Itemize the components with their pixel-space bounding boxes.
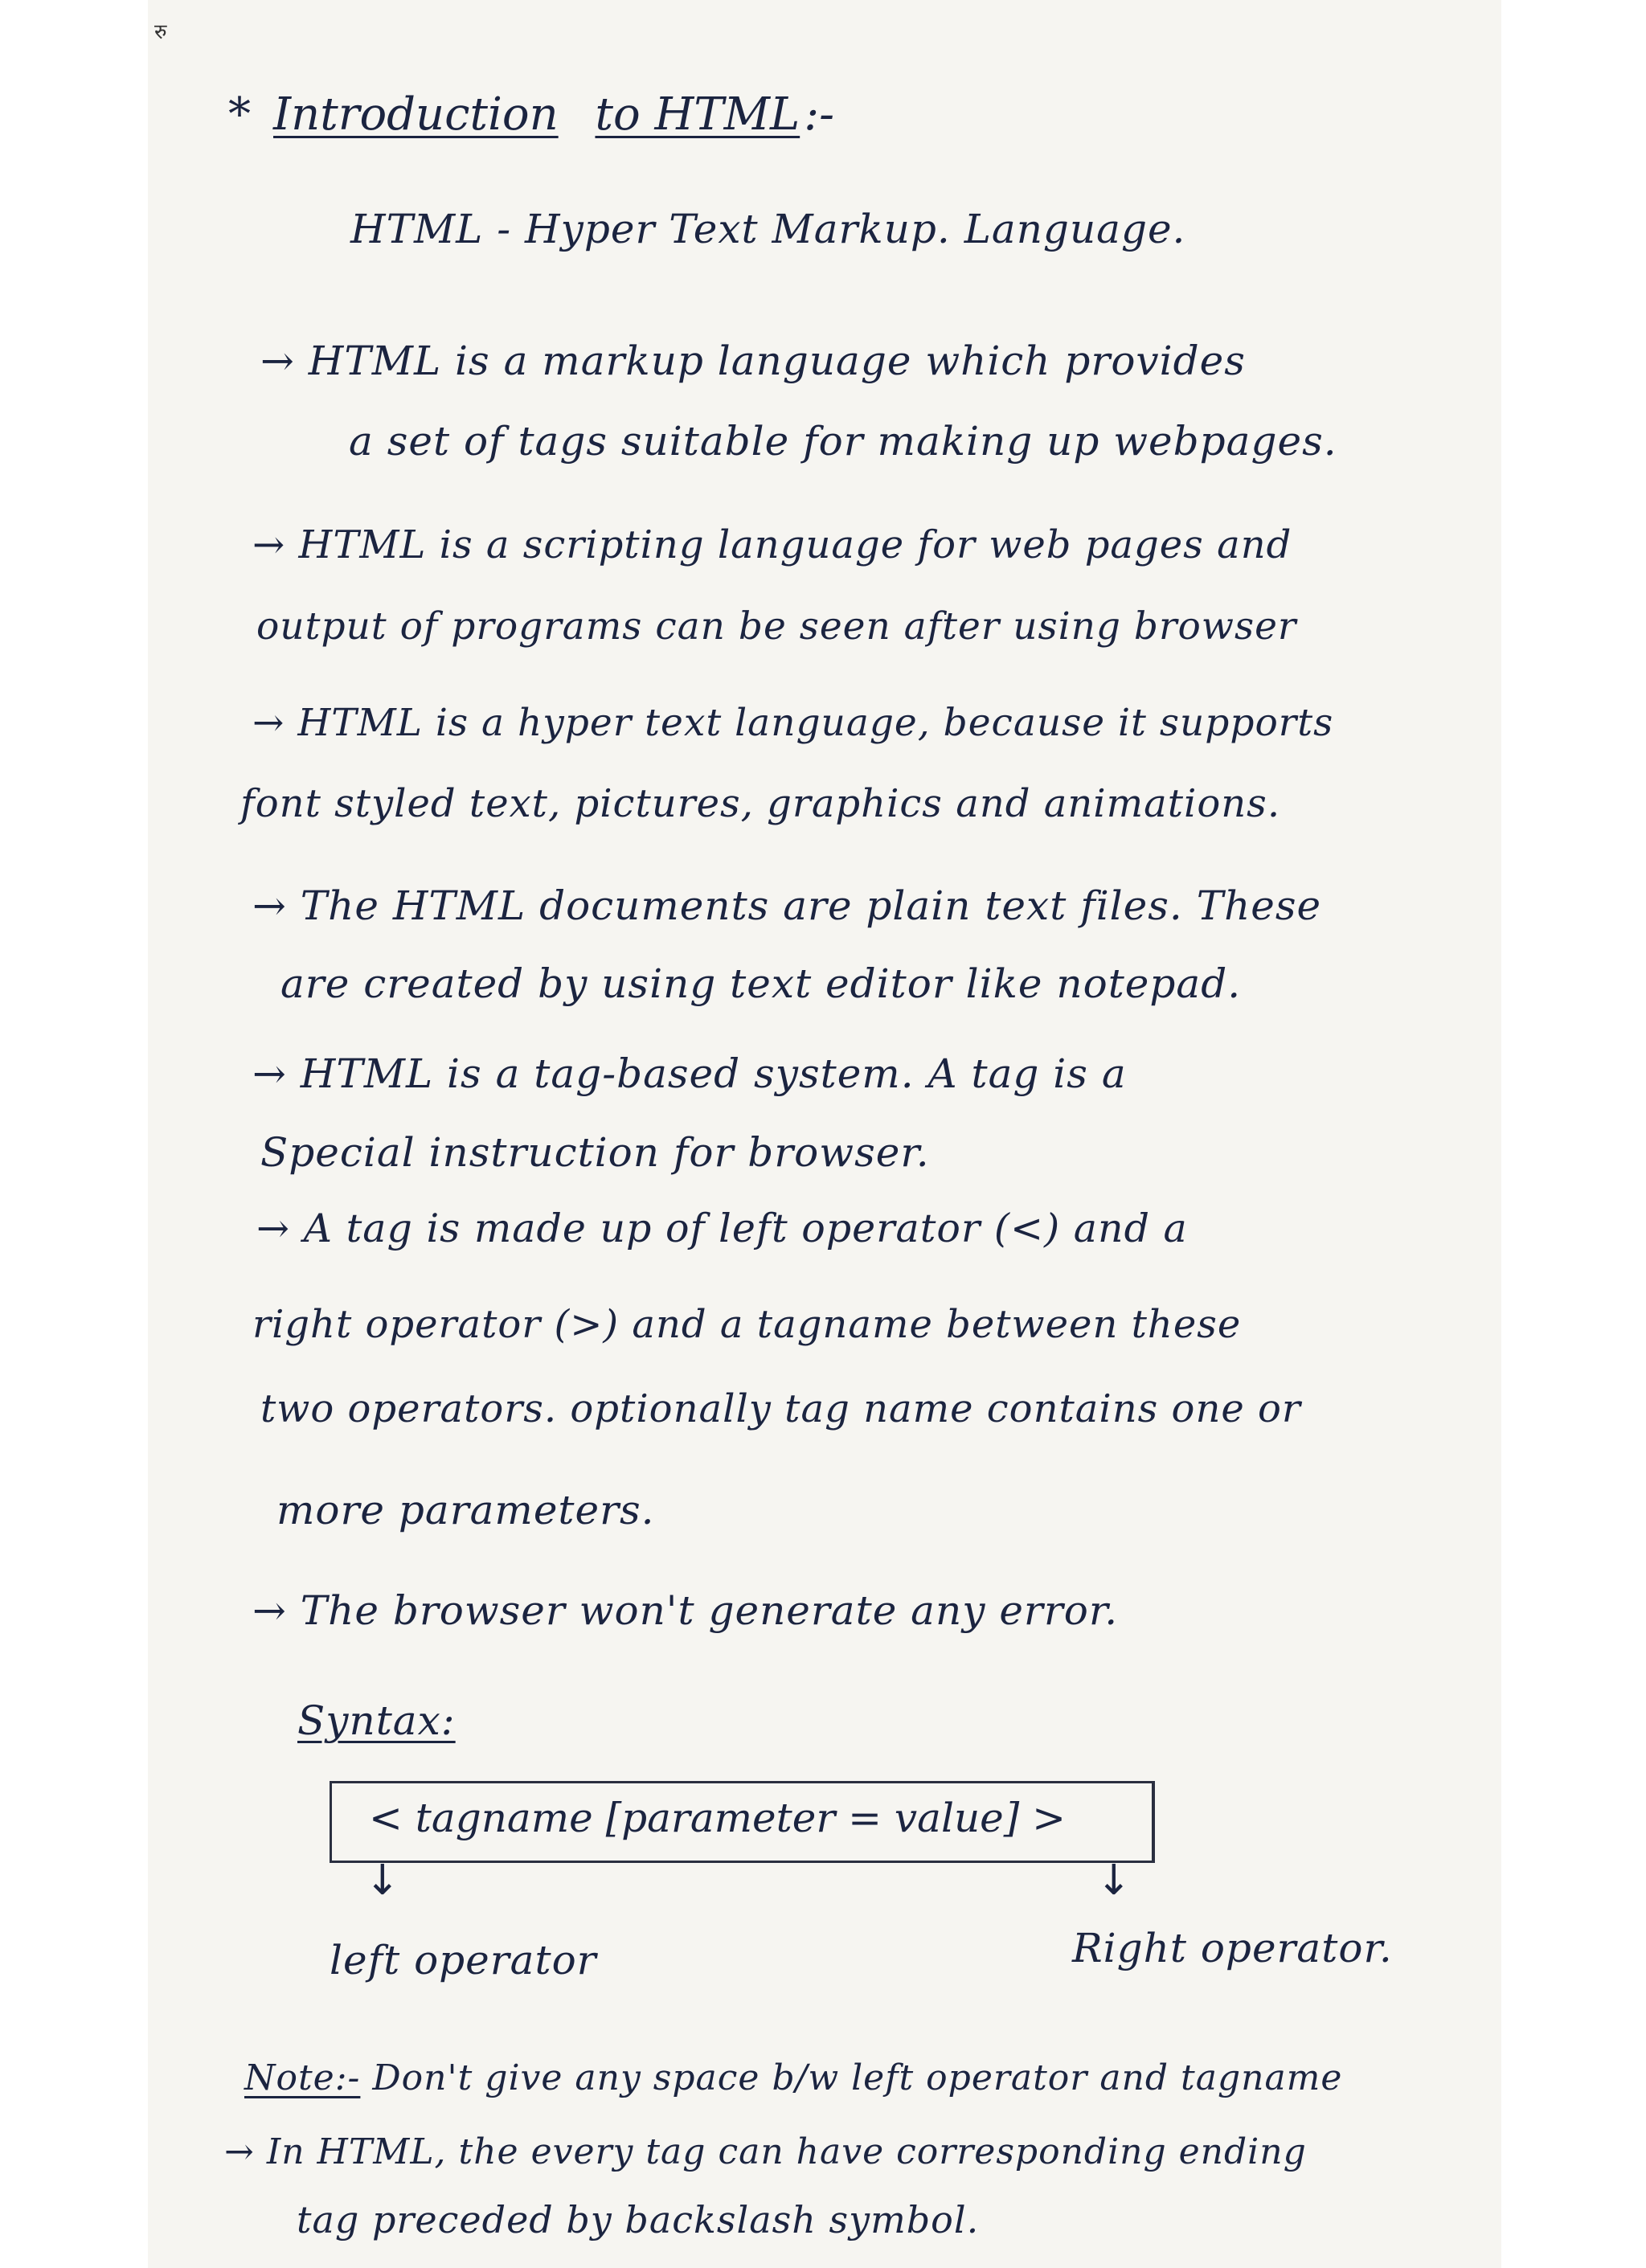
point-line: → A tag is made up of left operator (<) and a: [256, 1206, 1188, 1251]
down-arrow-icon: ↓: [1096, 1857, 1132, 1905]
point-line: → HTML is a scripting language for web pages and: [252, 522, 1292, 567]
point-line: → HTML is a tag-based system. A tag is a: [252, 1050, 1127, 1097]
title-suffix: :-: [804, 88, 835, 141]
note-label: Note:-: [244, 2057, 361, 2098]
note-line: tag preceded by backslash symbol.: [297, 2198, 980, 2241]
point-line: output of programs can be seen after using browser: [256, 604, 1297, 649]
syntax-label: Syntax:: [297, 1697, 456, 1744]
point-line: Special instruction for browser.: [260, 1129, 930, 1176]
note-text: Don't give any space b/w left operator and tagname: [372, 2057, 1343, 2098]
right-operator-label: Right operator.: [1072, 1925, 1393, 1971]
corner-mark: रु: [154, 20, 167, 44]
point-line: → The browser won't generate any error.: [252, 1587, 1119, 1634]
definition-line: HTML - Hyper Text Markup. Language.: [350, 206, 1186, 252]
point-line: right operator (>) and a tagname between these: [252, 1302, 1242, 1347]
syntax-box: [330, 1781, 1155, 1863]
point-line: → HTML is a markup language which provides: [260, 338, 1246, 384]
point-line: → HTML is a hyper text language, because it supports: [252, 701, 1334, 745]
note-line: → In HTML, the every tag can have corresponding ending: [224, 2131, 1307, 2172]
point-line: → The HTML documents are plain text files. These: [252, 882, 1322, 929]
syntax-text: < tagname [parameter = value] >: [369, 1795, 1067, 1841]
title-to-html: to HTML: [595, 88, 800, 141]
notebook-page: [148, 0, 1501, 2268]
down-arrow-icon: ↓: [365, 1857, 400, 1905]
left-operator-label: left operator: [330, 1937, 597, 1983]
point-line: font styled text, pictures, graphics and animations.: [240, 781, 1281, 826]
note-line: [244, 2057, 1342, 2098]
point-line: more parameters.: [276, 1487, 655, 1533]
title-bullet: *: [228, 88, 251, 141]
page-title: [228, 88, 834, 141]
point-line: a set of tags suitable for making up webpages.: [349, 418, 1337, 465]
point-line: are created by using text editor like notepad.: [280, 960, 1242, 1007]
point-line: two operators. optionally tag name contains one or: [260, 1386, 1301, 1431]
title-introduction: Introduction: [273, 88, 559, 141]
